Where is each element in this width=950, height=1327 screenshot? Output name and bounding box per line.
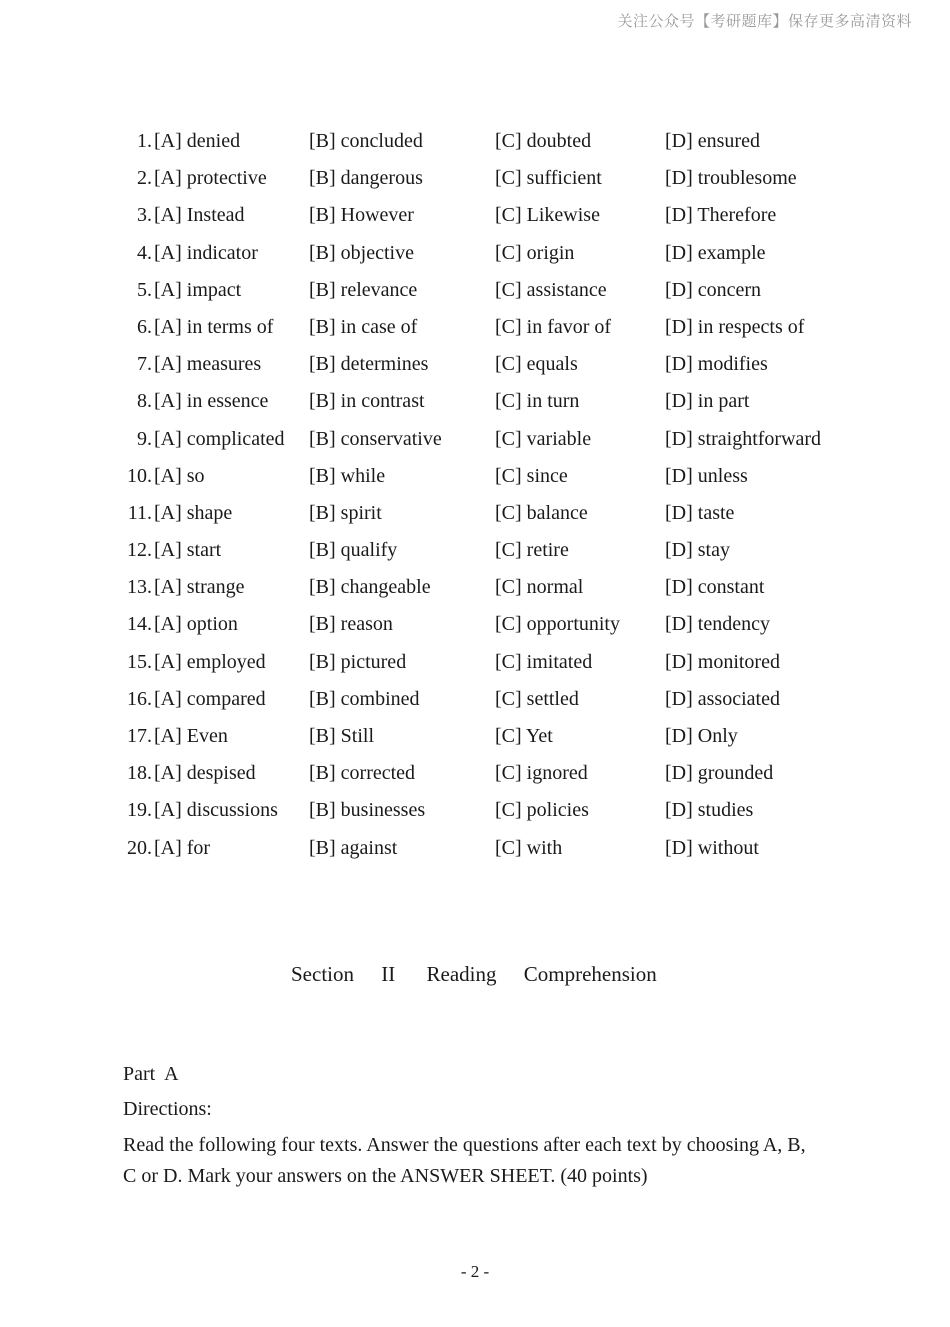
option-b: [B] while [309, 464, 386, 487]
option-d: [D] without [665, 836, 759, 859]
question-number: 11. [127, 501, 152, 524]
option-b: [B] dangerous [309, 167, 423, 190]
option-a: [A] Instead [154, 204, 245, 227]
option-row-14 [0, 606, 950, 643]
option-d: [D] in respects of [665, 315, 805, 338]
section-roman-numeral: II [381, 962, 396, 986]
option-a: [A] option [154, 613, 238, 636]
option-a: [A] denied [154, 130, 241, 152]
option-row-5 [0, 272, 950, 309]
question-number: 17. [127, 725, 152, 747]
question-number: 18. [127, 762, 152, 785]
option-row-17 [0, 718, 950, 755]
option-a: [A] indicator [154, 241, 258, 264]
option-d: [D] straightforward [665, 427, 822, 450]
option-c: [C] in turn [495, 390, 580, 413]
question-number: 19. [127, 799, 152, 822]
option-a: [A] in essence [154, 390, 269, 413]
option-d: [D] constant [665, 576, 765, 599]
question-number: 6. [137, 315, 152, 338]
part-label: Part A [123, 1063, 179, 1085]
option-c: [C] normal [495, 576, 584, 599]
option-a: [A] compared [154, 687, 266, 710]
option-row-12 [0, 532, 950, 569]
option-row-11 [0, 495, 950, 532]
option-a: [A] despised [154, 762, 256, 785]
directions-label: Directions: [123, 1098, 212, 1120]
option-b: [B] conservative [309, 427, 442, 450]
question-number: 5. [137, 278, 152, 301]
option-row-13 [0, 569, 950, 606]
option-b: [B] relevance [309, 278, 418, 301]
option-d: [D] troublesome [665, 167, 797, 190]
option-row-3 [0, 197, 950, 234]
option-d: [D] in part [665, 390, 750, 413]
option-b: [B] determines [309, 353, 429, 376]
option-row-10 [0, 458, 950, 495]
question-number: 13. [127, 576, 152, 599]
option-d: [D] associated [665, 687, 780, 710]
question-number: 15. [127, 650, 152, 673]
option-row-4 [0, 235, 950, 272]
option-c: [C] doubted [495, 130, 592, 152]
option-c: [C] policies [495, 799, 589, 822]
option-b: [B] qualify [309, 539, 398, 562]
option-row-7 [0, 346, 950, 383]
question-number: 12. [127, 539, 152, 562]
option-b: [B] businesses [309, 799, 426, 822]
option-a: [A] in terms of [154, 315, 274, 338]
option-c: [C] opportunity [495, 613, 620, 636]
section-heading [291, 962, 679, 987]
option-b: [B] in contrast [309, 390, 425, 413]
option-c: [C] variable [495, 427, 592, 450]
option-a: [A] for [154, 836, 211, 859]
option-c: [C] Yet [495, 725, 553, 747]
option-c: [C] sufficient [495, 167, 602, 190]
option-d: [D] Therefore [665, 204, 777, 227]
option-row-9 [0, 421, 950, 458]
watermark-text: 关注公众号【考研题库】保存更多高清资料 [617, 12, 912, 30]
option-b: [B] against [309, 836, 398, 859]
option-d: [D] concern [665, 278, 762, 301]
option-c: [C] balance [495, 501, 588, 524]
option-c: [C] retire [495, 539, 569, 562]
option-b: [B] combined [309, 687, 420, 710]
directions-text: Read the following four texts. Answer the questions after each text by choosing A, B, C or D. Mark your answers on the ANSWER SHEET. (40 points) [123, 1134, 806, 1187]
section-word: Section [291, 962, 354, 986]
option-row-8 [0, 383, 950, 420]
option-c: [C] in favor of [495, 315, 612, 338]
question-number: 9. [137, 427, 152, 450]
option-d: [D] stay [665, 539, 730, 562]
option-b: [B] reason [309, 613, 393, 636]
option-d: [D] monitored [665, 650, 780, 673]
option-d: [D] ensured [665, 130, 760, 152]
question-number: 16. [127, 687, 152, 710]
question-number: 4. [137, 241, 152, 264]
option-b: [B] in case of [309, 315, 418, 338]
option-d: [D] Only [665, 725, 738, 747]
option-b: [B] corrected [309, 762, 416, 785]
option-c: [C] imitated [495, 650, 593, 673]
option-a: [A] so [154, 464, 205, 487]
option-c: [C] equals [495, 353, 578, 376]
option-row-2 [0, 160, 950, 197]
option-a: [A] impact [154, 278, 242, 301]
option-d: [D] example [665, 241, 766, 264]
option-d: [D] unless [665, 464, 748, 487]
option-d: [D] modifies [665, 353, 768, 376]
question-number: 1. [137, 130, 152, 152]
option-c: [C] origin [495, 241, 575, 264]
section-title-reading: Reading [426, 962, 497, 986]
option-b: [B] changeable [309, 576, 431, 599]
option-row-18 [0, 755, 950, 792]
option-b: [B] pictured [309, 650, 407, 673]
option-a: [A] employed [154, 650, 266, 673]
option-a: [A] strange [154, 576, 245, 599]
option-a: [A] complicated [154, 427, 285, 450]
option-c: [C] Likewise [495, 204, 600, 227]
page-number: - 2 - [460, 1262, 490, 1281]
option-d: [D] taste [665, 501, 735, 524]
option-row-20 [0, 830, 950, 867]
option-d: [D] studies [665, 799, 754, 822]
question-number: 10. [127, 464, 152, 487]
option-row-16 [0, 681, 950, 718]
option-row-1 [0, 123, 950, 160]
option-row-6 [0, 309, 950, 346]
option-c: [C] since [495, 464, 568, 487]
option-b: [B] Still [309, 725, 375, 747]
option-b: [B] concluded [309, 130, 423, 152]
option-d: [D] grounded [665, 762, 774, 785]
option-b: [B] spirit [309, 501, 382, 524]
question-number: 20. [127, 836, 152, 859]
option-c: [C] with [495, 836, 563, 859]
option-c: [C] settled [495, 687, 579, 710]
question-number: 2. [137, 167, 152, 190]
option-a: [A] shape [154, 501, 233, 524]
cloze-options-table [0, 123, 950, 867]
option-a: [A] start [154, 539, 222, 562]
option-b: [B] objective [309, 241, 414, 264]
option-c: [C] ignored [495, 762, 588, 785]
option-row-19 [0, 792, 950, 829]
option-c: [C] assistance [495, 278, 607, 301]
option-a: [A] discussions [154, 799, 278, 822]
option-a: [A] Even [154, 725, 228, 747]
question-number: 8. [137, 390, 152, 413]
section-title-comprehension: Comprehension [523, 962, 657, 986]
question-number: 3. [137, 204, 152, 227]
option-a: [A] protective [154, 167, 267, 190]
option-b: [B] However [309, 204, 414, 227]
option-row-15 [0, 644, 950, 681]
question-number: 7. [137, 353, 152, 376]
option-a: [A] measures [154, 353, 262, 376]
question-number: 14. [127, 613, 152, 636]
option-d: [D] tendency [665, 613, 770, 636]
